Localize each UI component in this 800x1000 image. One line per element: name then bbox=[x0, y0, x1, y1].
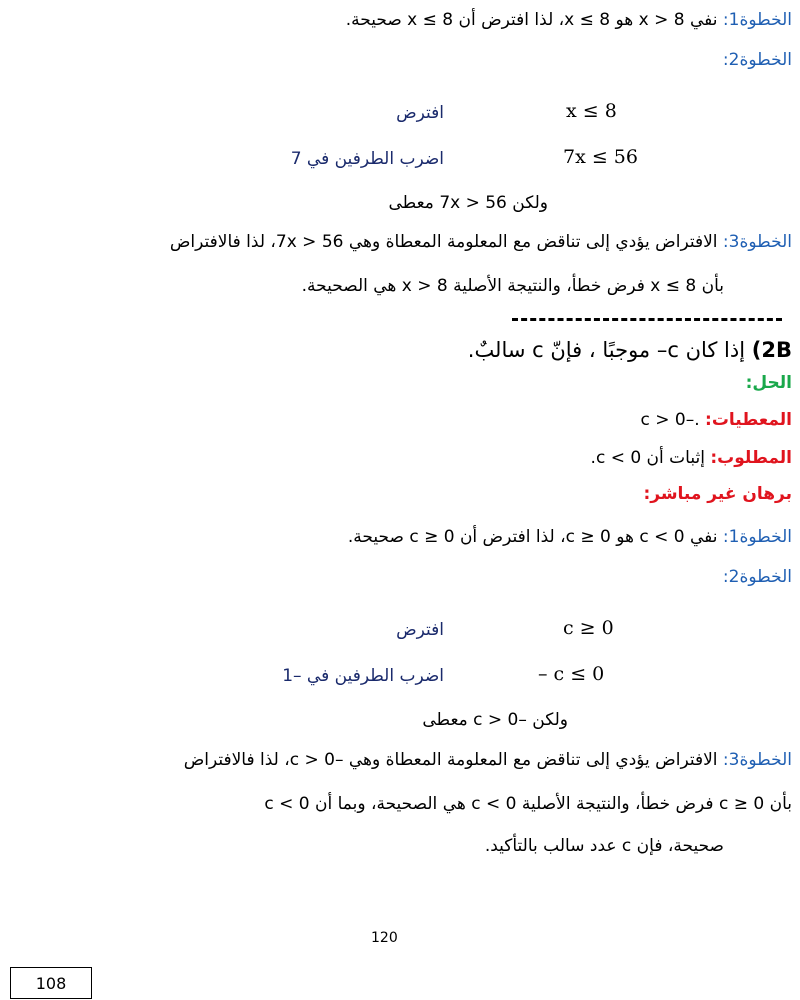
part-b-step3-line3: صحيحة، فإن c عدد سالب بالتأكيد. bbox=[484, 836, 724, 856]
step3-label: الخطوة3: bbox=[722, 232, 792, 252]
part-b-step3-line2: بأن c ≥ 0 فرض خطأ، والنتيجة الأصلية c < 0 هي الصحيحة، وبما أن c < 0 bbox=[264, 794, 792, 814]
required-text: إثبات أن c < 0. bbox=[590, 448, 711, 468]
part-b-step3-line1 bbox=[184, 750, 792, 770]
step3-label: الخطوة3: bbox=[722, 750, 792, 770]
part-b-statement bbox=[468, 338, 792, 362]
part-b-row1-note: افترض bbox=[396, 620, 444, 640]
step1-text: نفي c < 0 هو c ≥ 0، لذا افترض أن c ≥ 0 صحيحة. bbox=[347, 527, 723, 547]
part-b-statement-text: إذا كان c– موجبًا ، فإنّ c سالبٌ. bbox=[467, 338, 752, 362]
part-a-step3-line1 bbox=[170, 232, 792, 252]
given-text: .–c > 0 bbox=[640, 410, 706, 430]
step3-text: الافتراض يؤدي إلى تناقض مع المعلومة المعطاة وهي –c > 0، لذا فالافتراض bbox=[183, 750, 723, 770]
page-number-box: 108 bbox=[10, 967, 92, 999]
part-a-step3-line2: بأن x ≤ 8 فرض خطأ، والنتيجة الأصلية x > 8 هي الصحيحة. bbox=[301, 276, 724, 296]
required-line bbox=[591, 448, 792, 468]
given-label: المعطيات: bbox=[705, 410, 792, 430]
solution-label: الحل: bbox=[745, 373, 792, 393]
step1-label: الخطوة1: bbox=[722, 527, 792, 547]
step3-text: الافتراض يؤدي إلى تناقض مع المعلومة المعطاة وهي 7x > 56، لذا فالافتراض bbox=[169, 232, 723, 252]
part-b-row1-math: c ≥ 0 bbox=[563, 617, 614, 639]
part-a-row1-math: x ≤ 8 bbox=[566, 100, 617, 122]
part-a-row2-math: 7x ≤ 56 bbox=[563, 146, 638, 168]
part-b-step2-label: الخطوة2: bbox=[722, 567, 792, 587]
required-label: المطلوب: bbox=[710, 448, 792, 468]
given-line bbox=[641, 410, 793, 430]
part-a-row2-note: اضرب الطرفين في 7 bbox=[290, 149, 444, 169]
part-a-row3: ولكن 7x > 56 معطى bbox=[388, 193, 548, 213]
indirect-proof-label: برهان غير مباشر: bbox=[643, 484, 792, 504]
part-b-number: 2B) bbox=[751, 338, 792, 362]
part-a-row1-note: افترض bbox=[396, 103, 444, 123]
page-number-center: 120 bbox=[371, 930, 398, 946]
step1-label: الخطوة1: bbox=[722, 10, 792, 30]
part-b-step1 bbox=[348, 527, 792, 547]
part-b-row3: ولكن –c > 0 معطى bbox=[422, 710, 568, 730]
part-a-step2-label: الخطوة2: bbox=[722, 50, 792, 70]
step1-text: نفي 8 < x هو x ≤ 8، لذا افترض أن x ≤ 8 صحيحة. bbox=[345, 10, 723, 30]
part-a-step1 bbox=[346, 10, 792, 30]
part-b-row2-note: اضرب الطرفين في –1 bbox=[282, 666, 444, 686]
part-b-row2-math: – c ≤ 0 bbox=[538, 663, 605, 685]
section-divider bbox=[512, 318, 782, 321]
